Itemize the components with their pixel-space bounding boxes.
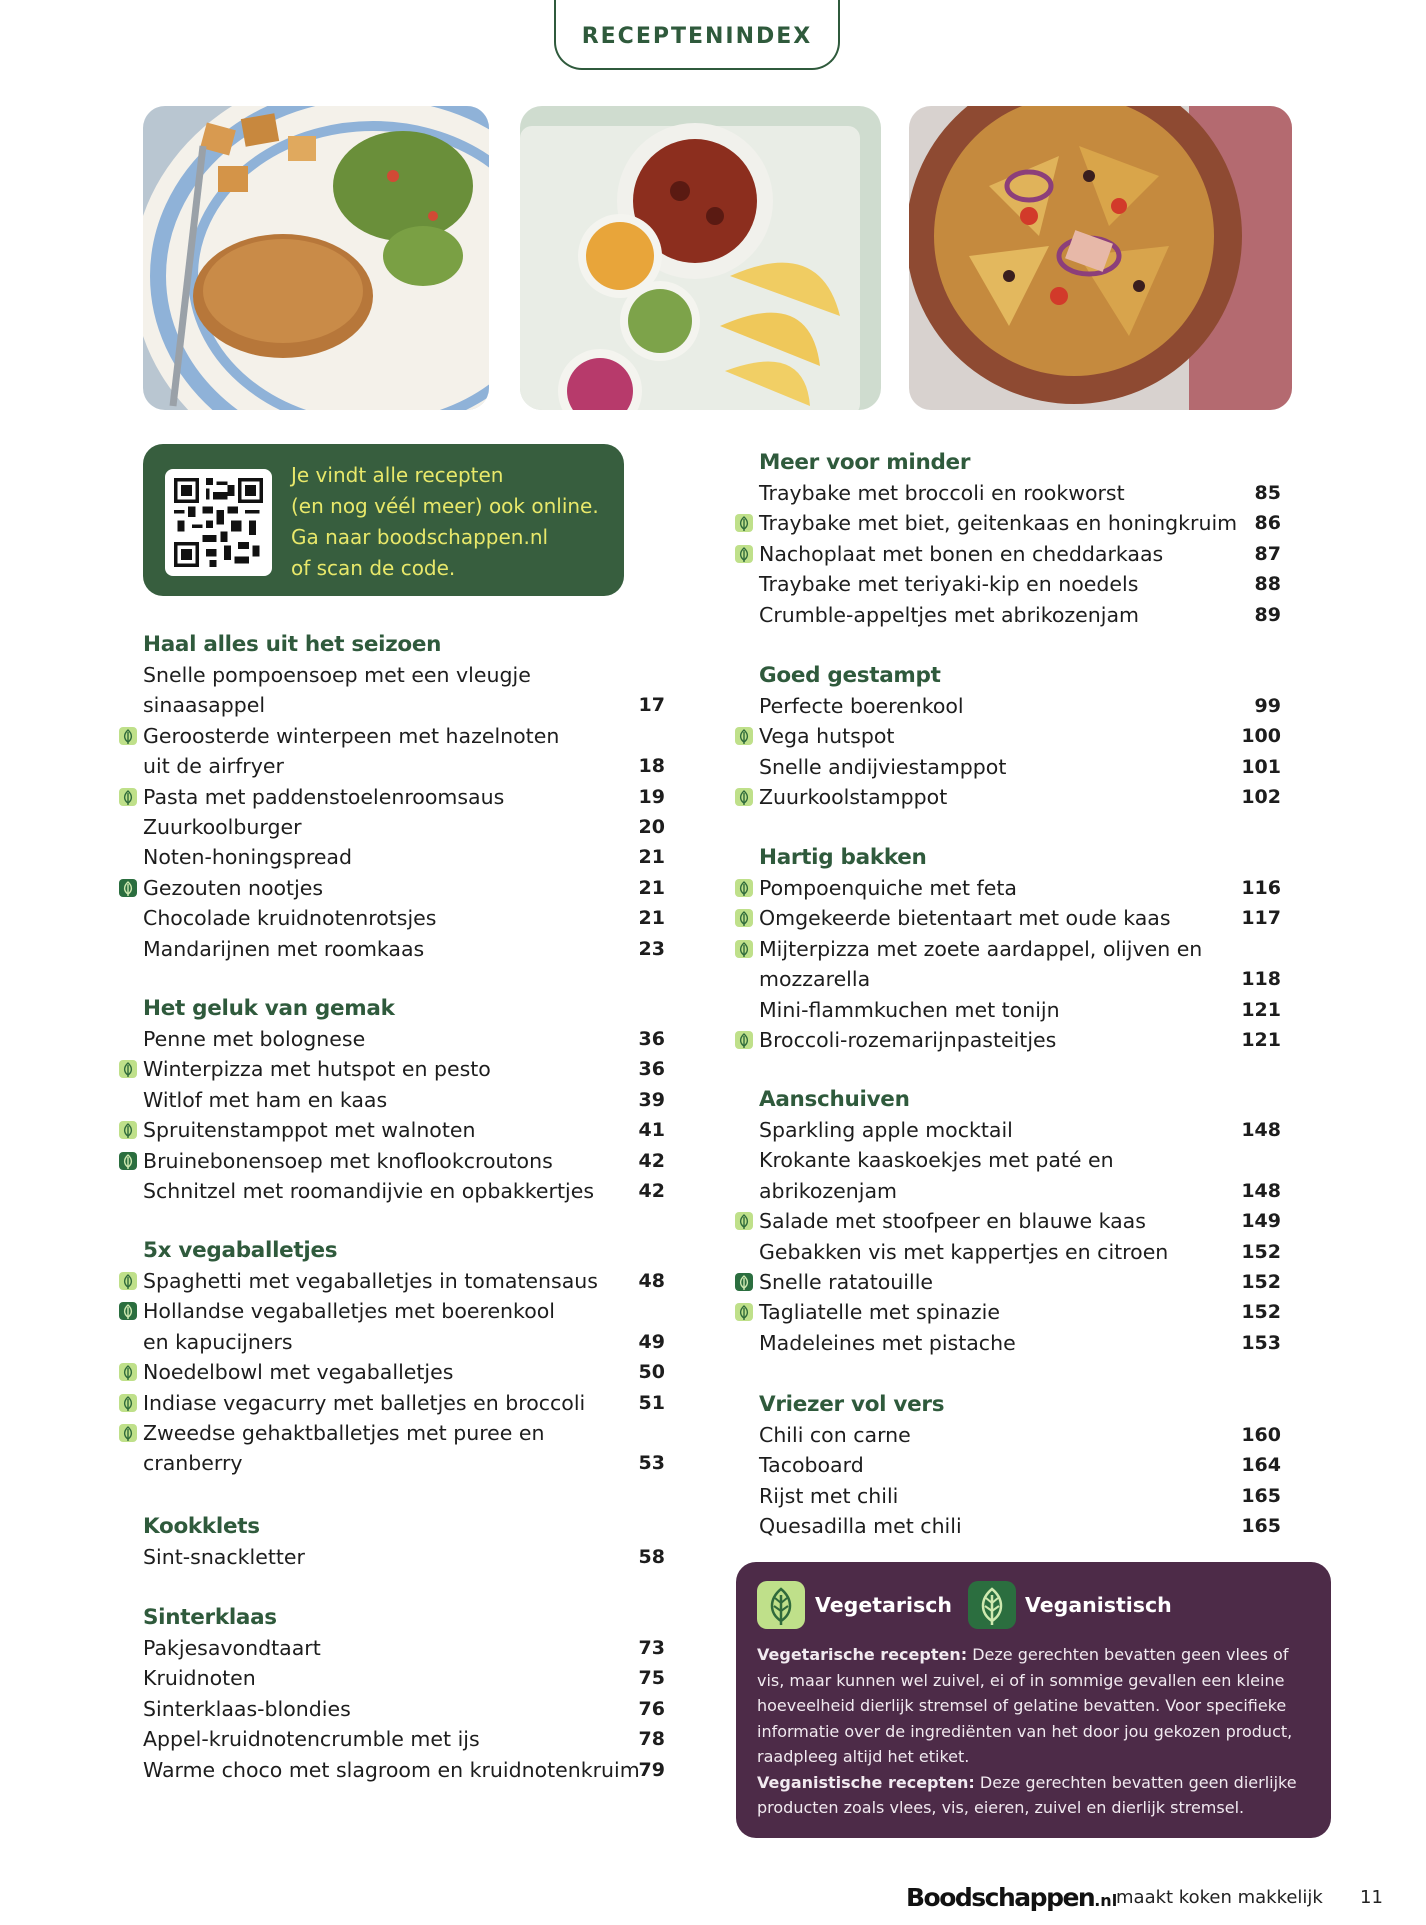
recipe-row[interactable]: [143, 1327, 665, 1357]
recipe-row[interactable]: [143, 751, 665, 781]
recipe-row[interactable]: [143, 690, 665, 720]
recipe-name: Pakjesavondtaart: [143, 1636, 321, 1660]
vegan-title: Veganistische recepten:: [757, 1772, 975, 1792]
section-title: Goed gestampt: [759, 663, 941, 688]
recipe-page-number: 75: [638, 1667, 665, 1690]
recipe-row[interactable]: [143, 1357, 665, 1387]
qr-code[interactable]: [165, 469, 272, 576]
recipe-name: Snelle pompoensoep met een vleugje: [143, 663, 531, 687]
recipe-row[interactable]: [759, 1206, 1281, 1236]
section-title: Sinterklaas: [143, 1605, 277, 1630]
recipe-name: Tagliatelle met spinazie: [759, 1300, 1000, 1325]
recipe-row[interactable]: [759, 721, 1281, 751]
recipe-page-number: 36: [638, 1028, 665, 1050]
vegetarian-leaf-icon: [735, 545, 753, 563]
recipe-row[interactable]: [143, 934, 665, 964]
recipe-page-number: 153: [1241, 1331, 1281, 1354]
recipe-name: en kapucijners: [143, 1329, 293, 1354]
recipe-row[interactable]: [759, 1481, 1281, 1511]
section-title: Meer voor minder: [759, 450, 971, 475]
recipe-name: Pasta met paddenstoelenroomsaus: [143, 784, 505, 809]
recipe-name: Chocolade kruidnotenrotsjes: [143, 906, 437, 931]
recipe-row[interactable]: [759, 873, 1281, 903]
recipe-page-number: 49: [638, 1330, 665, 1353]
recipe-name: Salade met stoofpeer en blauwe kaas: [759, 1209, 1146, 1234]
recipe-name: Indiase vegacurry met balletjes en broccoli: [143, 1390, 586, 1415]
recipe-name: Noten-honingspread: [143, 845, 353, 870]
recipe-name: Vega hutspot: [759, 724, 895, 749]
legend-description: [757, 1642, 1317, 1821]
recipe-row[interactable]: [143, 1633, 665, 1663]
index-section: [143, 1602, 665, 1785]
recipe-page-number: 51: [638, 1391, 665, 1414]
section-title: Kookklets: [143, 1514, 260, 1539]
recipe-name: Pompoenquiche met feta: [759, 876, 1017, 900]
vegetarian-leaf-icon: [119, 1121, 137, 1139]
brand-name: Boodschappen: [906, 1883, 1095, 1912]
recipe-page-number: 148: [1241, 1179, 1281, 1202]
recipe-page-number: 21: [638, 876, 665, 899]
recipe-name: Snelle ratatouille: [759, 1269, 933, 1294]
vegetarian-leaf-icon: [119, 1060, 137, 1078]
recipe-row[interactable]: [143, 1054, 665, 1084]
recipe-row[interactable]: [759, 1297, 1281, 1327]
recipe-page-number: 41: [638, 1119, 665, 1142]
recipe-page-number: 58: [638, 1546, 665, 1568]
section-title: Haal alles uit het seizoen: [143, 632, 442, 657]
diet-legend: [736, 1562, 1331, 1838]
online-recipes-banner[interactable]: [143, 444, 624, 596]
vegetarian-leaf-icon: [735, 788, 753, 806]
recipe-row[interactable]: [759, 782, 1281, 812]
recipe-page-number: 48: [638, 1270, 665, 1292]
recipe-name: cranberry: [143, 1451, 243, 1476]
vegetarian-leaf-icon: [735, 879, 753, 897]
recipe-row[interactable]: [759, 1328, 1281, 1358]
index-section: [759, 660, 1281, 813]
recipe-row[interactable]: [143, 782, 665, 812]
recipe-page-number: 87: [1254, 542, 1281, 565]
recipe-name: Traybake met teriyaki-kip en noedels: [759, 572, 1139, 597]
page-number: 11: [1360, 1887, 1383, 1908]
recipe-name: Madeleines met pistache: [759, 1330, 1016, 1355]
recipe-name: Bruinebonensoep met knoflookcroutons: [143, 1148, 553, 1173]
brand-tagline: maakt koken makkelijk: [1116, 1887, 1323, 1908]
recipe-page-number: 50: [638, 1361, 665, 1384]
recipe-row[interactable]: [759, 995, 1281, 1025]
recipe-row[interactable]: [759, 1420, 1281, 1450]
recipe-page-number: 149: [1241, 1210, 1281, 1233]
recipe-page-number: 117: [1241, 907, 1281, 930]
recipe-row[interactable]: [143, 1085, 665, 1115]
recipe-row[interactable]: [143, 1296, 665, 1326]
index-section: [759, 447, 1281, 630]
recipe-name: uit de airfryer: [143, 754, 284, 779]
recipe-page-number: 165: [1241, 1484, 1281, 1507]
recipe-row[interactable]: [143, 1418, 665, 1448]
vegetarian-leaf-icon: [735, 1212, 753, 1230]
recipe-row[interactable]: [143, 842, 665, 872]
vegetarian-title: Vegetarische recepten:: [757, 1645, 968, 1664]
recipe-row[interactable]: [759, 934, 1281, 964]
recipe-page-number: 19: [638, 785, 665, 808]
recipe-name: Gebakken vis met kappertjes en citroen: [759, 1239, 1169, 1264]
recipe-row[interactable]: [759, 1267, 1281, 1297]
recipe-name: Perfecte boerenkool: [759, 694, 964, 718]
recipe-page-number: 17: [638, 694, 665, 717]
recipe-page-number: 21: [638, 907, 665, 930]
recipe-page-number: 86: [1254, 512, 1281, 535]
recipe-row[interactable]: [759, 539, 1281, 569]
vegetarian-leaf-icon: [757, 1581, 805, 1629]
recipe-row[interactable]: [143, 1724, 665, 1754]
vegetarian-leaf-icon: [735, 909, 753, 927]
recipe-row[interactable]: [759, 569, 1281, 599]
index-section: [759, 842, 1281, 1055]
recipe-page-number: 101: [1241, 755, 1281, 778]
recipe-row[interactable]: [143, 1694, 665, 1724]
recipe-page-number: 76: [638, 1697, 665, 1720]
brand-logo: [906, 1882, 1117, 1917]
recipe-name: Sint-snackletter: [143, 1545, 305, 1569]
recipe-name: Nachoplaat met bonen en cheddarkaas: [759, 541, 1164, 566]
recipe-page-number: 164: [1241, 1454, 1281, 1477]
recipe-name: Omgekeerde bietentaart met oude kaas: [759, 906, 1171, 931]
recipe-page-number: 21: [638, 846, 665, 869]
recipe-name: Broccoli-rozemarijnpasteitjes: [759, 1027, 1057, 1052]
recipe-page-number: 20: [638, 815, 665, 838]
recipe-row[interactable]: [759, 1176, 1281, 1206]
recipe-page-number: 152: [1241, 1301, 1281, 1324]
recipe-row[interactable]: [759, 478, 1281, 508]
recipe-row[interactable]: [143, 1024, 665, 1054]
vegan-leaf-icon: [119, 1152, 137, 1170]
online-recipes-text: [291, 460, 611, 584]
recipe-name: Appel-kruidnotencrumble met ijs: [143, 1727, 480, 1752]
recipe-row[interactable]: [759, 964, 1281, 994]
qr-line: Ga naar boodschappen.nl: [291, 525, 549, 549]
recipe-row[interactable]: [759, 1237, 1281, 1267]
recipe-page-number: 88: [1254, 573, 1281, 596]
recipe-page-number: 99: [1254, 695, 1281, 717]
vegetarian-leaf-icon: [735, 940, 753, 958]
recipe-row[interactable]: [143, 873, 665, 903]
recipe-name: Snelle andijviestamppot: [759, 754, 1007, 779]
recipe-page-number: 23: [638, 937, 665, 960]
vegan-description: Deze gerechten bevatten geen dierlijke producten zoals vlees, vis, eieren, zuivel en dierlijk stremsel.: [757, 1772, 1297, 1817]
recipe-name: Quesadilla met chili: [759, 1514, 962, 1539]
vegetarian-leaf-icon: [735, 1031, 753, 1049]
recipe-name: Mijterpizza met zoete aardappel, olijven en: [759, 936, 1203, 961]
recipe-name: Witlof met ham en kaas: [143, 1087, 388, 1112]
recipe-name: Kruidnoten: [143, 1666, 256, 1691]
recipe-page-number: 102: [1241, 786, 1281, 809]
section-title: 5x vegaballetjes: [143, 1238, 338, 1263]
recipe-page-number: 118: [1241, 968, 1281, 991]
recipe-page-number: 79: [638, 1758, 665, 1781]
qr-line: Je vindt alle recepten: [291, 463, 504, 487]
section-tab: RECEPTENINDEX: [554, 0, 840, 70]
index-section: [759, 1084, 1281, 1358]
recipe-row[interactable]: [143, 721, 665, 751]
recipe-page-number: 152: [1241, 1270, 1281, 1293]
recipe-name: Winterpizza met hutspot en pesto: [143, 1057, 491, 1082]
vegetarian-description: Deze gerechten bevatten geen vlees of vis, maar kunnen wel zuivel, ei of in sommige gevallen een kleine hoeveelheid dierlijk stremsel of gelatine bevatten. Voor specifieke informatie over de ingrediënten van het door jou gekozen product, raadpleeg altijd het etiket.: [757, 1645, 1293, 1766]
recipe-row[interactable]: [143, 660, 665, 690]
recipe-row[interactable]: [759, 600, 1281, 630]
recipe-name: Schnitzel met roomandijvie en opbakkertjes: [143, 1178, 594, 1203]
recipe-page-number: 121: [1241, 998, 1281, 1021]
vegan-label: Veganistisch: [1025, 1593, 1172, 1617]
recipe-name: Warme choco met slagroom en kruidnotenkruim: [143, 1757, 640, 1782]
vegan-leaf-icon: [968, 1581, 1016, 1629]
section-title: Hartig bakken: [759, 845, 927, 870]
vegetarian-leaf-icon: [735, 514, 753, 532]
recipe-name: Chili con carne: [759, 1423, 911, 1447]
recipe-page-number: 152: [1241, 1240, 1281, 1263]
brand-suffix: .nl: [1094, 1891, 1118, 1910]
recipe-name: Traybake met biet, geitenkaas en honingkruim: [759, 511, 1238, 536]
recipe-row[interactable]: [143, 1176, 665, 1206]
recipe-page-number: 36: [638, 1058, 665, 1081]
recipe-row[interactable]: [759, 1115, 1281, 1145]
recipe-name: Geroosterde winterpeen met hazelnoten: [143, 723, 560, 748]
recipe-row[interactable]: [759, 903, 1281, 933]
qr-line: (en nog véél meer) ook online.: [291, 494, 599, 518]
recipe-page-number: 160: [1241, 1424, 1281, 1446]
recipe-name: Traybake met broccoli en rookworst: [759, 481, 1125, 505]
index-section: [143, 993, 665, 1206]
recipe-row[interactable]: [759, 1145, 1281, 1175]
vegetarian-label: Vegetarisch: [815, 1593, 952, 1617]
recipe-name: Krokante kaaskoekjes met paté en: [759, 1148, 1114, 1173]
recipe-page-number: 42: [638, 1149, 665, 1172]
vegetarian-leaf-icon: [735, 727, 753, 745]
recipe-page-number: 116: [1241, 877, 1281, 899]
recipe-name: Rijst met chili: [759, 1483, 899, 1508]
recipe-row[interactable]: [759, 691, 1281, 721]
recipe-page-number: 42: [638, 1179, 665, 1202]
index-section: [143, 1511, 665, 1572]
vegetarian-leaf-icon: [119, 1363, 137, 1381]
recipe-name: Spaghetti met vegaballetjes in tomatensaus: [143, 1269, 598, 1293]
vegan-leaf-icon: [119, 879, 137, 897]
section-title: Vriezer vol vers: [759, 1392, 945, 1417]
recipe-page-number: 121: [1241, 1028, 1281, 1051]
recipe-row[interactable]: [759, 752, 1281, 782]
recipe-name: Sparkling apple mocktail: [759, 1118, 1013, 1142]
recipe-name: Gezouten nootjes: [143, 875, 324, 900]
recipe-page-number: 89: [1254, 603, 1281, 626]
recipe-row[interactable]: [143, 1388, 665, 1418]
recipe-name: Crumble-appeltjes met abrikozenjam: [759, 602, 1139, 627]
recipe-name: mozzarella: [759, 967, 871, 992]
recipe-name: Mandarijnen met roomkaas: [143, 936, 425, 961]
recipe-row[interactable]: [143, 812, 665, 842]
recipe-page-number: 100: [1241, 725, 1281, 748]
recipe-page-number: 85: [1254, 482, 1281, 504]
recipe-page-number: 53: [638, 1452, 665, 1475]
recipe-name: Tacoboard: [759, 1453, 864, 1478]
vegetarian-leaf-icon: [119, 788, 137, 806]
recipe-page-number: 165: [1241, 1515, 1281, 1538]
recipe-name: Hollandse vegaballetjes met boerenkool: [143, 1299, 555, 1324]
recipe-name: Noedelbowl met vegaballetjes: [143, 1360, 454, 1385]
chili-tacos-photo: [520, 106, 881, 410]
recipe-row[interactable]: [759, 508, 1281, 538]
recipe-name: Sinterklaas-blondies: [143, 1696, 351, 1721]
recipe-row[interactable]: [143, 1146, 665, 1176]
recipe-page-number: 18: [638, 755, 665, 778]
recipe-page-number: 73: [638, 1637, 665, 1659]
recipe-page-number: 78: [638, 1728, 665, 1751]
vegetarian-leaf-icon: [735, 1303, 753, 1321]
recipe-row[interactable]: [143, 1542, 665, 1572]
index-section: [143, 629, 665, 964]
recipe-page-number: 39: [638, 1088, 665, 1111]
nacho-plate-photo: [909, 106, 1292, 410]
recipe-row[interactable]: [759, 1511, 1281, 1541]
recipe-row[interactable]: [143, 903, 665, 933]
vegetarian-leaf-icon: [119, 1394, 137, 1412]
recipe-row[interactable]: [759, 1450, 1281, 1480]
recipe-name: Zuurkoolstamppot: [759, 785, 948, 810]
recipe-row[interactable]: [143, 1266, 665, 1296]
recipe-name: sinaasappel: [143, 693, 266, 718]
recipe-row[interactable]: [143, 1755, 665, 1785]
recipe-name: Mini-flammkuchen met tonijn: [759, 997, 1060, 1022]
recipe-page-number: 148: [1241, 1119, 1281, 1141]
recipe-name: Spruitenstamppot met walnoten: [143, 1118, 476, 1143]
recipe-name: abrikozenjam: [759, 1178, 897, 1203]
recipe-name: Zuurkoolburger: [143, 814, 302, 839]
recipe-row[interactable]: [143, 1663, 665, 1693]
qr-line: of scan de code.: [291, 556, 456, 580]
recipe-name: Zweedse gehaktballetjes met puree en: [143, 1420, 545, 1445]
schnitzel-photo: [143, 106, 489, 410]
page-footer: [0, 1882, 1426, 1914]
section-title: Aanschuiven: [759, 1087, 910, 1112]
index-section: [143, 1235, 665, 1479]
recipe-row[interactable]: [759, 1025, 1281, 1055]
recipe-name: Penne met bolognese: [143, 1027, 366, 1051]
index-section: [759, 1389, 1281, 1542]
vegan-leaf-icon: [735, 1273, 753, 1291]
vegetarian-leaf-icon: [119, 727, 137, 745]
section-title: Het geluk van gemak: [143, 996, 395, 1021]
vegetarian-leaf-icon: [119, 1272, 137, 1290]
recipe-row[interactable]: [143, 1115, 665, 1145]
recipe-row[interactable]: [143, 1448, 665, 1478]
vegetarian-leaf-icon: [119, 1424, 137, 1442]
vegan-leaf-icon: [119, 1302, 137, 1320]
